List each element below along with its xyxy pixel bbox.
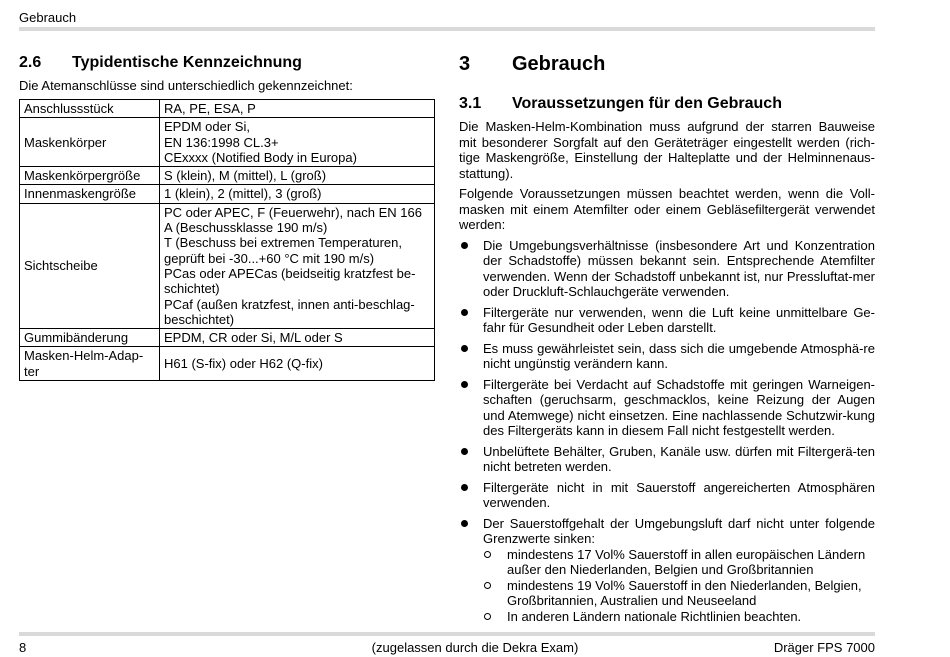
list-item (459, 444, 875, 475)
table-value-cell (160, 167, 435, 185)
sub-list-item (483, 578, 875, 609)
table-key-cell: Innenmaskengröße (20, 185, 160, 203)
table-value-line: PCas oder APECas (beidseitig kratzfest be- (164, 265, 416, 281)
table-value-line: T (Beschuss bei extremen Temperaturen, (164, 235, 402, 251)
bullet-icon (461, 309, 468, 316)
running-header: Gebrauch (19, 10, 77, 25)
circle-bullet-icon (484, 551, 491, 558)
table-intro: Die Atemanschlüsse sind unterschiedlich gekennzeichnet: (19, 78, 353, 93)
paragraph: Folgende Voraussetzungen müssen beachtet werden, wenn die Voll-masken mit einem Atemfilter oder einem Gebläsefiltergerät verwendet werden: (459, 186, 875, 232)
table-key-cell: Anschlussstück (20, 100, 160, 118)
list-item (459, 377, 875, 439)
table-row (20, 185, 435, 203)
table-value-line: schichtet) (164, 281, 220, 297)
sub-list-item (483, 547, 875, 578)
table-value-line: 1 (klein), 2 (mittel), 3 (groß) (164, 186, 322, 202)
table-row (20, 100, 435, 118)
table-key-cell: Maskenkörpergröße (20, 167, 160, 185)
circle-bullet-icon (484, 613, 491, 620)
table-value-cell (160, 100, 435, 118)
header-rule (19, 27, 875, 31)
list-item-text: Filtergeräte nur verwenden, wenn die Luft keine unmittelbare Ge-fahr für Gesundheit oder Leben darstellt. (483, 304, 875, 335)
table-row (20, 167, 435, 185)
table-value-cell (160, 203, 435, 328)
chapter-heading (459, 53, 875, 75)
section-title: Voraussetzungen für den Gebrauch (512, 95, 782, 112)
sub-list-item-text: In anderen Ländern nationale Richtlinien beachten. (507, 608, 802, 624)
footer-product-name: Dräger FPS 7000 (773, 640, 875, 655)
sub-list-item-text: mindestens 17 Vol% Sauerstoff in allen europäischen Ländern außer den Niederlanden, Belgien und Großbritannien (507, 546, 866, 577)
list-item-text: Der Sauerstoffgehalt der Umgebungsluft darf nicht unter folgende Grenzwerte sinken: (483, 515, 875, 546)
sub-list-item-text: mindestens 19 Vol% Sauerstoff in den Niederlanden, Belgien, Großbritannien, Australien und Neuseeland (507, 577, 862, 608)
list-item-text: Es muss gewährleistet sein, dass sich die umgebende Atmosphä-re nicht ungünstig verändern kann. (483, 340, 875, 371)
bullet-icon (461, 242, 468, 249)
table-row (20, 329, 435, 347)
table-value-line: PCaf (außen kratzfest, innen anti-beschlag- (164, 296, 415, 312)
list-item (459, 238, 875, 300)
table-value-cell (160, 347, 435, 381)
table-key-cell: Gummibänderung (20, 329, 160, 347)
bullet-icon (461, 448, 468, 455)
list-item (459, 516, 875, 625)
table-value-line: PC oder APEC, F (Feuerwehr), nach EN 166 (164, 204, 422, 220)
bullet-icon (461, 381, 468, 388)
table-value-cell (160, 118, 435, 167)
table-value-line: geprüft bei -30...+60 °C mit 190 m/s) (164, 250, 375, 266)
table-row (20, 118, 435, 167)
table-value-line: EPDM, CR oder Si, M/L oder S (164, 330, 343, 346)
footer-approval-note: (zugelassen durch die Dekra Exam) (371, 640, 579, 655)
section-heading-2-6 (19, 53, 435, 73)
list-item-text: Unbelüftete Behälter, Gruben, Kanäle usw. dürfen mit Filtergerä-ten nicht betreten werden. (483, 443, 875, 474)
section-number: 2.6 (19, 54, 42, 71)
page-number: 8 (19, 640, 27, 655)
left-column (19, 53, 435, 381)
bullet-icon (461, 484, 468, 491)
table-value-line: EPDM oder Si, (164, 119, 250, 135)
chapter-title: Gebrauch (512, 53, 606, 75)
table-value-line: A (Beschussklasse 190 m/s) (164, 220, 328, 236)
bullet-icon (461, 520, 468, 527)
circle-bullet-icon (484, 582, 491, 589)
table-value-line: CExxxx (Notified Body in Europa) (164, 149, 357, 165)
list-item (459, 305, 875, 336)
list-item (459, 480, 875, 511)
table-value-line: EN 136:1998 CL.3+ (164, 134, 279, 150)
list-item-text: Die Umgebungsverhältnisse (insbesondere Art und Konzentration der Schadstoffe) müssen bekannt sein. Entsprechende Atemfilter verwenden. Wenn der Schadstoff unbekannt ist, nur Pressluftat-mer oder Druckluft-Schlauchgeräte verwenden. (483, 237, 875, 299)
right-column (459, 53, 875, 629)
marking-table (19, 99, 435, 381)
table-value-line: beschichtet) (164, 311, 235, 327)
section-title: Typidentische Kennzeichnung (72, 54, 302, 71)
table-key-cell: Masken-Helm-Adap- ter (20, 347, 160, 381)
section-number: 3.1 (459, 95, 482, 112)
footer-rule (19, 632, 875, 636)
table-row (20, 347, 435, 381)
table-key-cell: Sichtscheibe (20, 203, 160, 328)
table-value-cell (160, 185, 435, 203)
section-heading-3-1 (459, 94, 875, 114)
table-value-line: S (klein), M (mittel), L (groß) (164, 168, 327, 184)
list-item-text: Filtergeräte nicht in mit Sauerstoff angereicherten Atmosphären verwenden. (483, 479, 875, 510)
list-item (459, 341, 875, 372)
list-item-text: Filtergeräte bei Verdacht auf Schadstoffe mit geringen Warneigen-schaften (geruchsarm, geschmacklos, keine Reizung der Augen und Atemwege) nicht einsetzen. Eine nachlassende Schutzwir-kung des Filtergeräts kann in diesem Fall nicht festgestellt werden. (483, 376, 875, 438)
table-row (20, 203, 435, 328)
sub-list-item (483, 609, 875, 625)
table-key-cell: Maskenkörper (20, 118, 160, 167)
table-value-line: RA, PE, ESA, P (164, 101, 256, 116)
bullet-list (459, 238, 875, 625)
table-value-line: H61 (S-fix) oder H62 (Q-fix) (164, 356, 323, 372)
sub-bullet-list (483, 547, 875, 625)
chapter-number: 3 (459, 53, 471, 75)
paragraph: Die Masken-Helm-Kombination muss aufgrund der starren Bauweise mit besonderer Sorgfalt auf den Geräteträger eingestellt werden (rich-tige Maskengröße, Einstellung der Halteplatte und der Helminnenaus-stattung). (459, 119, 875, 181)
table-value-cell (160, 329, 435, 347)
bullet-icon (461, 345, 468, 352)
